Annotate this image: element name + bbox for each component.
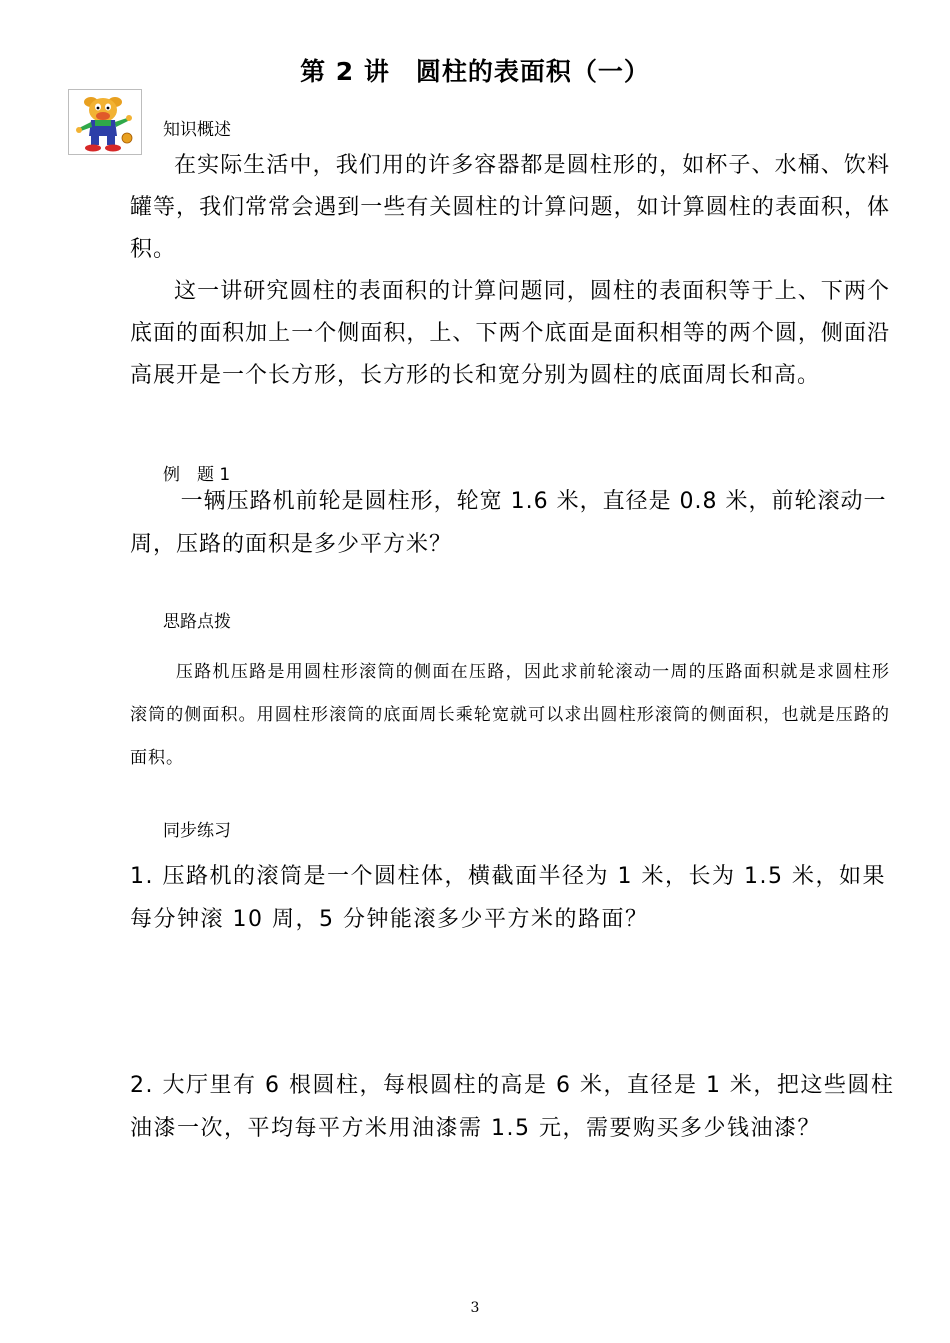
overview-heading: 知识概述 [163, 120, 231, 140]
hint-text: 压路机压路是用圆柱形滚筒的侧面在压路，因此求前轮滚动一周的压路面积就是求圆柱形滚筒的侧面积。用圆柱形滚筒的底面周长乘轮宽就可以求出圆柱形滚筒的侧面积，也就是压路的面积。 [130, 662, 890, 768]
page-number: 3 [470, 1300, 480, 1316]
practice-question-2: 2. 大厅里有 6 根圆柱，每根圆柱的高是 6 米，直径是 1 米，把这些圆柱油漆一次，平均每平方米用油漆需 1.5 元，需要购买多少钱油漆？ [130, 1073, 895, 1141]
hint-heading: 思路点拨 [163, 612, 231, 632]
example-1-text: 一辆压路机前轮是圆柱形，轮宽 1.6 米，直径是 0.8 米，前轮滚动一周，压路的面积是多少平方米？ [130, 489, 887, 557]
practice-question-1: 1. 压路机的滚筒是一个圆柱体，横截面半径为 1 米，长为 1.5 米，如果每分钟滚 10 周，5 分钟能滚多少平方米的路面？ [130, 864, 886, 932]
overview-paragraph-2: 这一讲研究圆柱的表面积的计算问题同，圆柱的表面积等于上、下两个底面的面积加上一个侧面积，上、下两个底面是面积相等的两个圆，侧面沿高展开是一个长方形，长方形的长和宽分别为圆柱的底面周长和高。 [130, 279, 890, 388]
practice-heading: 同步练习 [163, 821, 231, 841]
overview-paragraph-1: 在实际生活中，我们用的许多容器都是圆柱形的，如杯子、水桶、饮料罐等，我们常常会遇到一些有关圆柱的计算问题，如计算圆柱的表面积，体积。 [130, 153, 890, 262]
example-1-heading: 例 题 1 [163, 465, 231, 485]
page-title: 第 2 讲 圆柱的表面积（一） [300, 57, 650, 86]
